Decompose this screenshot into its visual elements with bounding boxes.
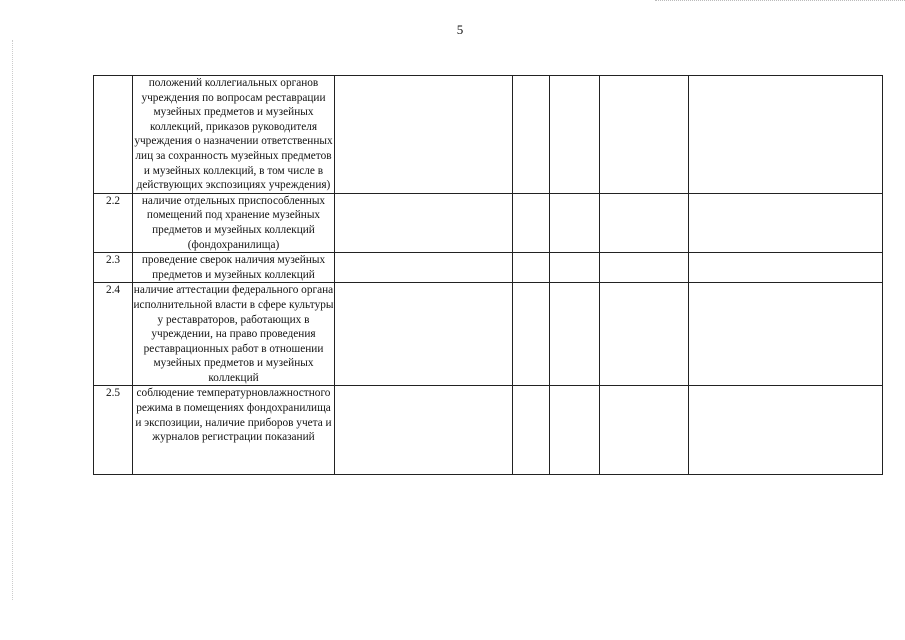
empty-cell bbox=[600, 193, 689, 252]
empty-cell bbox=[335, 76, 513, 194]
empty-cell bbox=[600, 283, 689, 386]
criterion-text: наличие отдельных приспособленных помещений под хранение музейных предметов и музейных коллекций (фондохранилища) bbox=[133, 193, 335, 252]
empty-cell bbox=[513, 283, 550, 386]
empty-cell bbox=[513, 193, 550, 252]
empty-cell bbox=[689, 386, 883, 475]
empty-cell bbox=[689, 193, 883, 252]
row-number: 2.2 bbox=[94, 193, 133, 252]
row-number: 2.5 bbox=[94, 386, 133, 475]
empty-cell bbox=[550, 386, 600, 475]
empty-cell bbox=[335, 193, 513, 252]
empty-cell bbox=[689, 283, 883, 386]
empty-cell bbox=[689, 253, 883, 283]
row-number: 2.3 bbox=[94, 253, 133, 283]
empty-cell bbox=[335, 253, 513, 283]
table-row bbox=[94, 386, 883, 475]
scan-edge-mark bbox=[655, 0, 905, 2]
empty-cell bbox=[550, 193, 600, 252]
criterion-text: наличие аттестации федерального органа исполнительной власти в сфере культуры у реставраторов, работающих в учреждении, на право проведения реставрационных работ в отношении музейных предметов и музейных коллекций bbox=[133, 283, 335, 386]
scan-edge-mark-left bbox=[12, 40, 13, 600]
table-row bbox=[94, 283, 883, 386]
empty-cell bbox=[550, 76, 600, 194]
empty-cell bbox=[513, 76, 550, 194]
empty-cell bbox=[335, 283, 513, 386]
criterion-text: проведение сверок наличия музейных предметов и музейных коллекций bbox=[133, 253, 335, 283]
row-number: 2.4 bbox=[94, 283, 133, 386]
criterion-text: соблюдение температурновлажностного режима в помещениях фондохранилища и экспозиции, наличие приборов учета и журналов регистрации показаний bbox=[133, 386, 335, 475]
empty-cell bbox=[689, 76, 883, 194]
page-number: 5 bbox=[456, 22, 464, 37]
empty-cell bbox=[600, 76, 689, 194]
row-number bbox=[94, 76, 133, 194]
criteria-table bbox=[93, 75, 883, 475]
criterion-text: положений коллегиальных органов учреждения по вопросам реставрации музейных предметов и музейных коллекций, приказов руководителя учреждения о назначении ответственных лиц за сохранность музейных предметов и музейных коллекций, в том числе в действующих экспозициях учреждения) bbox=[133, 76, 335, 194]
empty-cell bbox=[600, 253, 689, 283]
table-row bbox=[94, 76, 883, 194]
table-row bbox=[94, 193, 883, 252]
empty-cell bbox=[600, 386, 689, 475]
table-row bbox=[94, 253, 883, 283]
empty-cell bbox=[513, 253, 550, 283]
empty-cell bbox=[335, 386, 513, 475]
empty-cell bbox=[550, 253, 600, 283]
empty-cell bbox=[550, 283, 600, 386]
empty-cell bbox=[513, 386, 550, 475]
